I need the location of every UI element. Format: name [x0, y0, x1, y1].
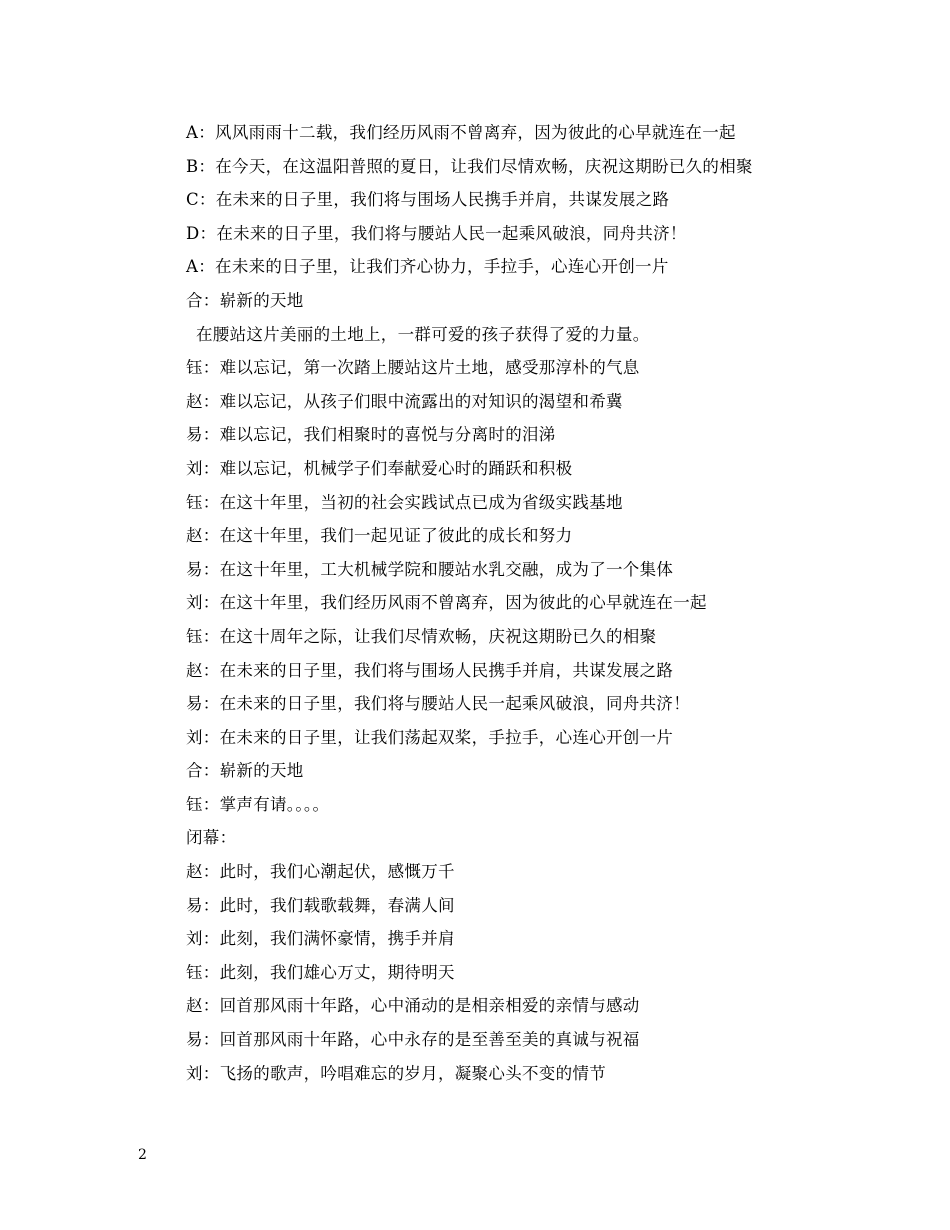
text-line: 易：此时，我们载歌载舞，春满人间 [186, 895, 455, 915]
text-line: 赵：在这十年里，我们一起见证了彼此的成长和努力 [186, 526, 573, 546]
text-line: 刘：飞扬的歌声，吟唱难忘的岁月，凝聚心头不变的情节 [186, 1063, 606, 1083]
text-line: 易：回首那风雨十年路，心中永存的是至善至美的真诚与祝福 [186, 1030, 640, 1050]
page-number: 2 [138, 1147, 147, 1163]
text-line: 易：在未来的日子里，我们将与腰站人民一起乘风破浪，同舟共济！ [186, 694, 690, 714]
text-line: D：在未来的日子里，我们将与腰站人民一起乘风破浪，同舟共济！ [186, 223, 687, 243]
text-line: C：在未来的日子里，我们将与围场人民携手并肩，共谋发展之路 [186, 190, 670, 210]
text-line: 钰：在这十周年之际，让我们尽情欢畅，庆祝这期盼已久的相聚 [186, 626, 657, 646]
text-line: 钰：难以忘记，第一次踏上腰站这片土地，感受那淳朴的气息 [186, 358, 640, 378]
text-line: 易：难以忘记，我们相聚时的喜悦与分离时的泪涕 [186, 425, 556, 445]
text-line: 赵：难以忘记，从孩子们眼中流露出的对知识的渴望和希冀 [186, 391, 623, 411]
section-heading: 闭幕： [186, 828, 237, 848]
text-line: 刘：在这十年里，我们经历风雨不曾离弃，因为彼此的心早就连在一起 [186, 593, 707, 613]
text-line: 刘：此刻，我们满怀豪情，携手并肩 [186, 929, 455, 949]
text-line: 合：崭新的天地 [186, 290, 304, 310]
text-line: 刘：在未来的日子里，让我们荡起双桨，手拉手，心连心开创一片 [186, 727, 674, 747]
text-line: 合：崭新的天地 [186, 761, 304, 781]
text-line: 易：在这十年里，工大机械学院和腰站水乳交融，成为了一个集体 [186, 559, 674, 579]
script-text-body [186, 116, 886, 1090]
text-line: A：在未来的日子里，让我们齐心协力，手拉手，心连心开创一片 [186, 257, 669, 277]
text-line: 刘：难以忘记，机械学子们奉献爱心时的踊跃和积极 [186, 458, 573, 478]
text-line: A：风风雨雨十二载，我们经历风雨不曾离弃，因为彼此的心早就连在一起 [186, 123, 736, 142]
text-line: 钰：在这十年里，当初的社会实践试点已成为省级实践基地 [186, 492, 623, 512]
text-line: 赵：此时，我们心潮起伏，感慨万千 [186, 862, 455, 882]
text-line: 赵：在未来的日子里，我们将与围场人民携手并肩，共谋发展之路 [186, 660, 674, 680]
text-line: B：在今天，在这温阳普照的夏日，让我们尽情欢畅，庆祝这期盼已久的相聚 [186, 156, 753, 176]
text-line: 钰：此刻，我们雄心万丈，期待明天 [186, 962, 455, 982]
text-line: 在腰站这片美丽的土地上，一群可爱的孩子获得了爱的力量。 [196, 324, 650, 344]
text-line: 赵：回首那风雨十年路，心中涌动的是相亲相爱的亲情与感动 [186, 996, 640, 1016]
text-line: 钰：掌声有请。。。。 [186, 794, 330, 814]
